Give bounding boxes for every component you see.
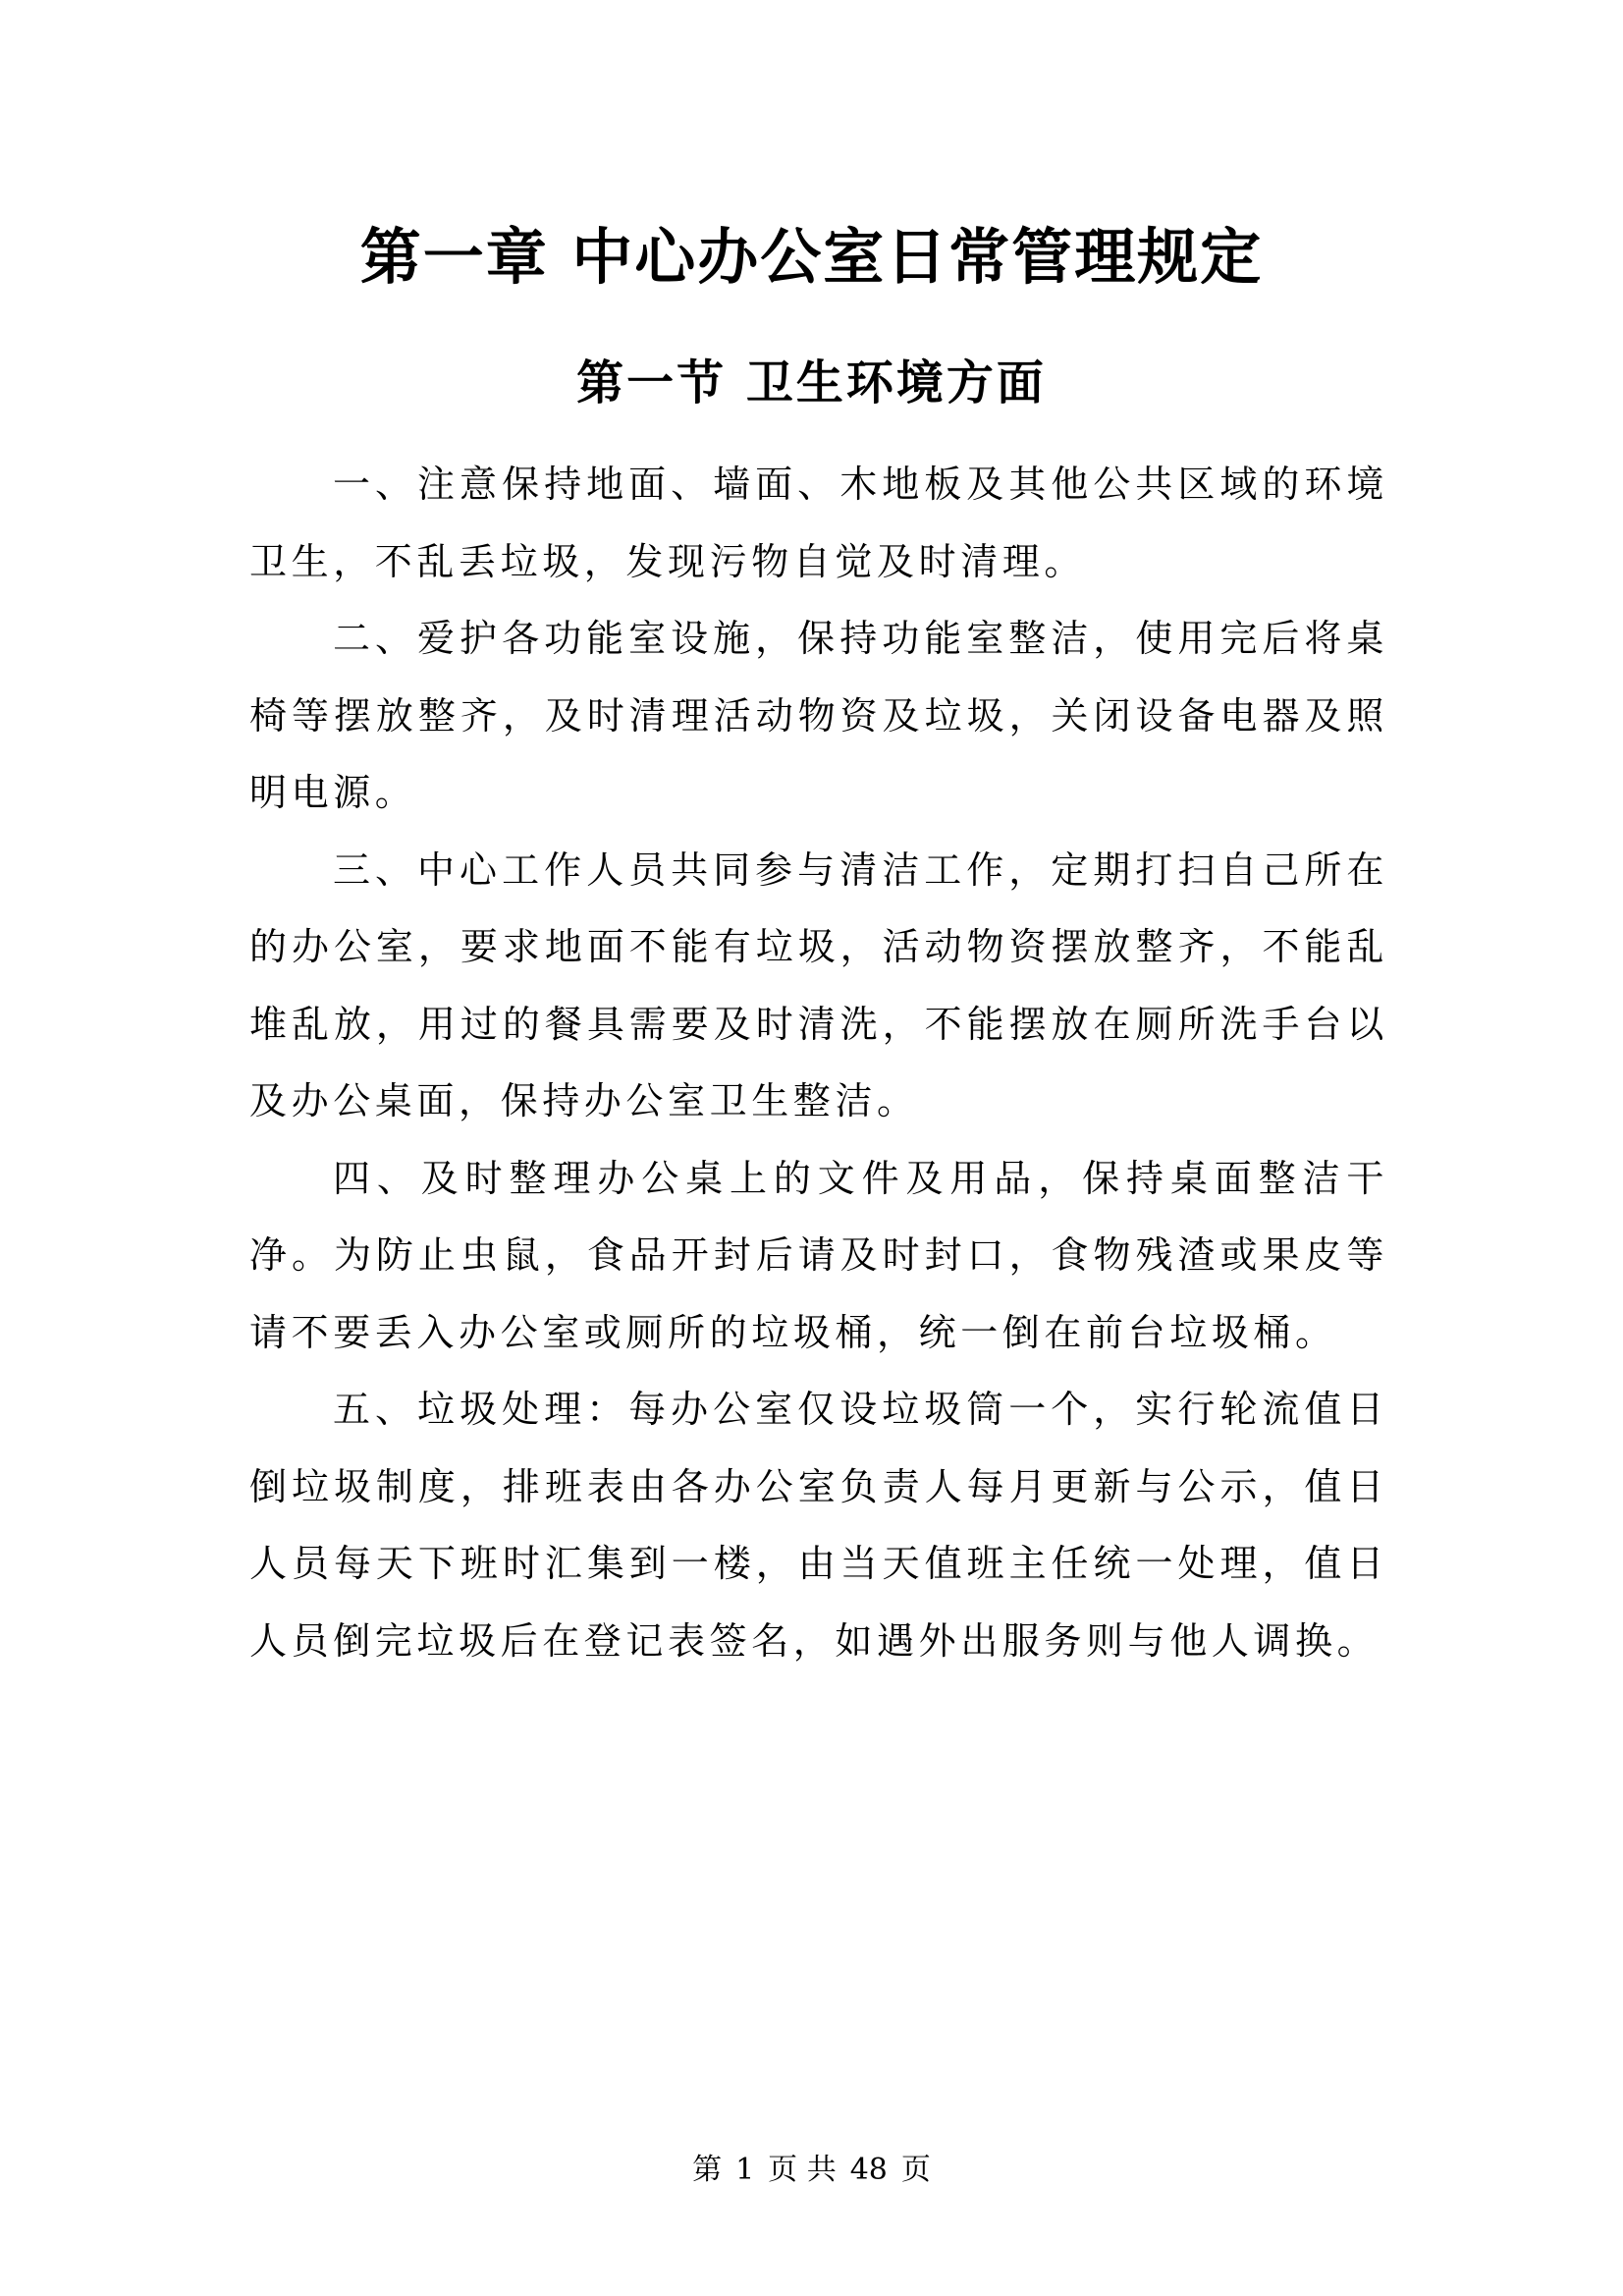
paragraph-1: 一、注意保持地面、墙面、木地板及其他公共区域的环境卫生，不乱丢垃圾，发现污物自觉及时清理。 [249,463,1388,583]
section-title: 第一节 卫生环境方面 [576,355,1047,410]
footer-middle: 页 共 [768,2153,837,2187]
document-body [249,446,1388,1679]
page-number-footer [0,2151,1623,2190]
footer-suffix: 页 [900,2153,931,2187]
paragraph-5: 五、垃圾处理：每办公室仅设垃圾筒一个，实行轮流值日倒垃圾制度，排班表由各办公室负责人每月更新与公示，值日人员每天下班时汇集到一楼，由当天值班主任统一处理，值日人员倒完垃圾后在登记表签名，如遇外出服务则与他人调换。 [249,1388,1388,1663]
paragraph-2: 二、爱护各功能室设施，保持功能室整洁，使用完后将桌椅等摆放整齐，及时清理活动物资及垃圾，关闭设备电器及照明电源。 [249,617,1388,814]
paragraph-4: 四、及时整理办公桌上的文件及用品，保持桌面整洁干净。为防止虫鼠，食品开封后请及时封口，食物残渣或果皮等请不要丢入办公室或厕所的垃圾桶，统一倒在前台垃圾桶。 [249,1156,1388,1354]
paragraph-3: 三、中心工作人员共同参与清洁工作，定期打扫自己所在的办公室，要求地面不能有垃圾，活动物资摆放整齐，不能乱堆乱放，用过的餐具需要及时清洗，不能摆放在厕所洗手台以及办公桌面，保持办公室卫生整洁。 [249,847,1388,1122]
footer-prefix: 第 [692,2153,723,2187]
chapter-title: 第一章 中心办公室日常管理规定 [359,221,1264,293]
current-page-number: 1 [735,2153,755,2187]
total-pages-number: 48 [849,2153,888,2187]
